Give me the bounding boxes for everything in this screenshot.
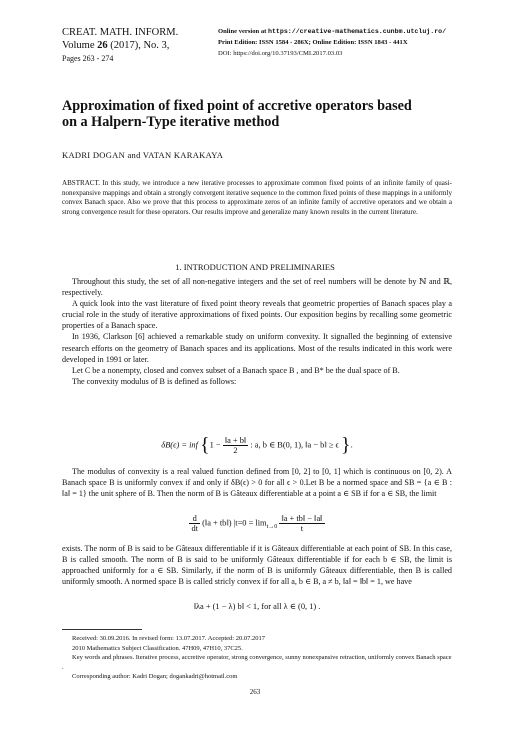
eq2-numerator: ‖a + tb‖ − ‖a‖: [281, 514, 323, 523]
msc-classification: 2010 Mathematics Subject Classification. 47H09, 47H10, 37C25.: [72, 644, 243, 652]
eq2-dt: dt: [191, 524, 198, 533]
authors: KADRI DOGAN and VATAN KARAKAYA: [62, 150, 224, 160]
corresponding-author: Corresponding author: Kadri Dogan; dogankadri@hotmail.com: [72, 673, 238, 680]
footnote-rule: [62, 629, 142, 630]
received-dates: Received: 30.09.2016. In revised form: 13.07.2017. Accepted: 20.07.2017: [72, 635, 265, 642]
online-version: [218, 26, 446, 37]
journal-header-right: [218, 26, 446, 59]
body-text-top: [62, 276, 452, 387]
paragraph-6: The modulus of convexity is a real valued function defined from [0, 2] to [0, 1] which is continuous on [0, 2). A Banach space B is uniformly convex if and only if δB(ϵ) > 0 for all ϵ > 0.Let B be a normed space and SB = {a ∈ B : ‖a‖ = 1} the unit sphere of B. Then the norm of B is Gâteaux differentiable at a point a ∈ SB if for a ∈ SB, the limit: [62, 467, 452, 499]
paragraph-2: A quick look into the vast literature of fixed point theory reveals that geometric properties of Banach spaces play a crucial role in the study of iterative approximations of fixed points. Our exposition begins by recalling some geometric properties of a Banach space.: [62, 299, 452, 331]
issn-line: Print Edition: ISSN 1584 - 286X; Online Edition: ISSN 1843 - 441X: [218, 39, 408, 46]
keywords: Key words and phrases. Iterative process, accretive operator, strong convergence, sunny nonexpansive retraction, uniformly convex Banach space .: [62, 654, 452, 671]
paragraph-3: In 1936, Clarkson [6] achieved a remarkable study on uniform convexity. It signalled the beginning of extensive research efforts on the geometry of Banach spaces and its applications. Most of the results indicated in this work were developed in 1991 or later.: [62, 332, 452, 364]
page-number: 263: [249, 688, 261, 696]
doi-link[interactable]: DOI: https://doi.org/10.37193/CMI.2017.03.03: [218, 50, 343, 57]
abstract-label: ABSTRACT.: [62, 179, 101, 187]
volume-number: 26: [97, 40, 108, 51]
paper-title: [62, 98, 452, 130]
pages-range: Pages 263 - 274: [62, 54, 114, 63]
section-heading: 1. INTRODUCTION AND PRELIMINARIES: [175, 262, 335, 272]
eq1-denominator: 2: [233, 446, 238, 455]
equation-convexity-modulus: δB(ϵ) = inf {1 − $\frac{‖a + b‖}{2}$ : a, b ∈ B(0, 1), ‖a − b‖ ≥ ϵ }.: [161, 434, 353, 456]
body-text-bottom: [62, 543, 452, 587]
eq2-d: d: [189, 514, 200, 524]
footnotes: [62, 634, 452, 682]
eq2-denominator: t: [300, 524, 304, 533]
equation-strict-convexity: ‖λa + (1 − λ) b‖ < 1, for all λ ∈ (0, 1) .: [193, 602, 321, 611]
eq1-rest: : a, b ∈ B(0, 1), ‖a − b‖ ≥ ϵ: [250, 440, 339, 450]
abstract-text: In this study, we introduce a new iterative processes to approximate common fixed points of an infinite family of quasi-nonexpansive mappings and obtain a strongly convergent iterative sequence to the common fixed points of these mappings in a uniformly convex Banach space. Also we prove that this process to approximate zeros of an infinite family of accretive operators and we obtain a strong convergence result for these operators. Our results improve and generalize many known results in the current literature.: [62, 179, 452, 217]
abstract: [62, 179, 452, 218]
body-text-middle: [62, 466, 452, 499]
title-line-2: on a Halpern-Type iterative method: [62, 114, 280, 130]
eq1-lhs: δB(ϵ) = inf: [161, 440, 198, 450]
volume-prefix: Volume: [62, 40, 98, 51]
volume-line: [62, 39, 178, 52]
journal-name: CREAT. MATH. INFORM.: [62, 27, 179, 38]
online-url-link[interactable]: https://creative-mathematics.cunbm.utcluj.ro/: [268, 28, 447, 35]
paragraph-4: Let C be a nonempty, closed and convex subset of a Banach space B , and B* be the dual space of B.: [72, 365, 400, 375]
paragraph-5: The convexity modulus of B is defined as follows:: [72, 376, 237, 386]
eq1-numerator: ‖a + b‖: [224, 436, 247, 445]
online-prefix: Online version at: [218, 28, 269, 35]
journal-header-left: [62, 26, 178, 65]
title-line-1: Approximation of fixed point of accretive operators based: [62, 98, 412, 114]
equation-gateaux-limit: [62, 514, 452, 533]
volume-suffix: (2017), No. 3,: [107, 40, 170, 51]
eq2-middle: (‖a + tb‖) |t=0 = lim: [202, 518, 267, 528]
paragraph-7: exists. The norm of B is said to be Gâteaux differentiable if it is Gâteaux differentiable at each point of SB. In this case, B is called smooth. The norm of B is said to be uniformly Gâteaux differentiable if for each b ∈ SB, the limit is approached uniformly for a ∈ SB. Similarly, if the norm of B is uniformly Gâteaux differentiable, then B is called uniformly smooth. A normed space B is called stricly convex if for all a, b ∈ B, a ≠ b, ‖a‖ = ‖b‖ = 1, we have: [62, 544, 452, 587]
eq2-sub: t→0: [266, 524, 278, 531]
paragraph-1: Throughout this study, the set of all non-negative integers and the set of reel numbers will be denote by ℕ and ℝ, respectively.: [62, 277, 452, 298]
